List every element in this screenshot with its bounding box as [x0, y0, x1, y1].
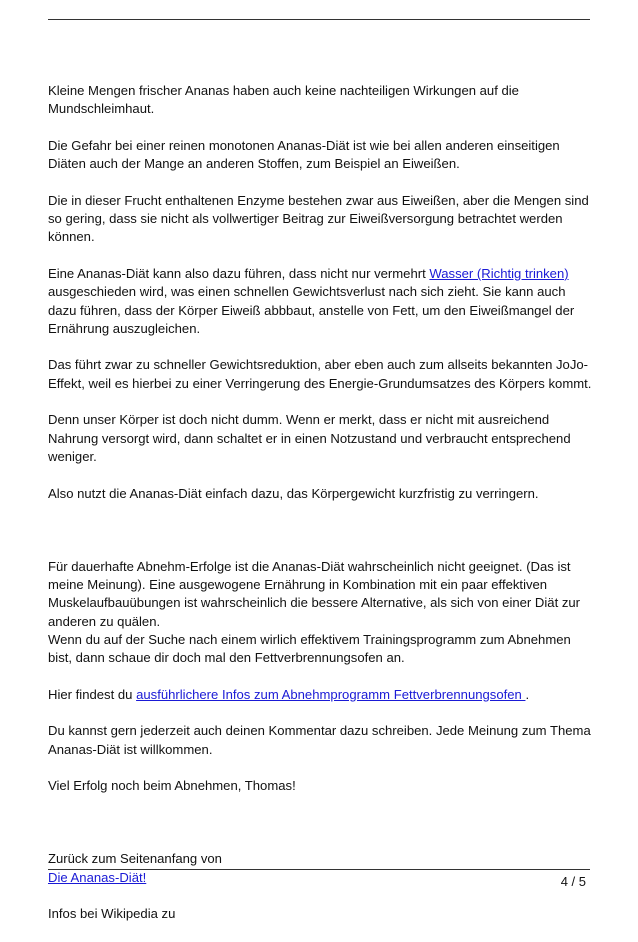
- footer-rule: [48, 869, 590, 870]
- spacer: [48, 814, 593, 851]
- paragraph-enzyme: Die in dieser Frucht enthaltenen Enzyme bestehen zwar aus Eiweißen, aber die Mengen sind so gering, dass sie nicht als vollwertiger Beitrag zur Eiweißversorgung betrachtet werden können.: [48, 192, 589, 245]
- paragraph-kommentar: Du kannst gern jederzeit auch deinen Kommentar dazu schreiben. Jede Meinung zum Thema Ananas-Diät ist willkommen.: [48, 723, 591, 757]
- paragraph-gefahr: Die Gefahr bei einer reinen monotonen Ananas-Diät ist wie bei allen anderen einseitigen Diäten auch der Mange an anderen Stoffen, zum Beispiel an Eiweißen.: [48, 137, 560, 172]
- paragraph-notzustand: Denn unser Körper ist doch nicht dumm. Wenn er merkt, dass er nicht mit ausreichend Nahrung versorgt wird, dann schaltet er in einen Notzustand und verbraucht entsprechend weniger.: [48, 412, 571, 464]
- paragraph-jojo: Das führt zwar zu schneller Gewichtsreduktion, aber eben auch zum allseits bekannten JoJo-Effekt, weil es hierbei zu einer Verringerung des Energie-Grundumsatzes des Körpers kommt.: [48, 357, 592, 391]
- paragraph-wasser-text-before: Eine Ananas-Diät kann also dazu führen, dass nicht nur vermehrt: [48, 265, 430, 281]
- paragraph-infos-text-after: .: [525, 686, 530, 702]
- paragraph-zurueck-text: Zurück zum Seitenanfang von: [48, 851, 222, 867]
- document-body: [48, 82, 593, 942]
- paragraph-dauerhaft: Für dauerhafte Abnehm-Erfolge ist die Ananas-Diät wahrscheinlich nicht geeignet. (Das ist meine Meinung). Eine ausgewogene Ernährung in Kombination mit ein paar effektiven Muskelaufbauübungen ist wahrscheinlich die bessere Alternative, als sich von einer Diät zur anderen zu quälen.: [48, 558, 581, 629]
- paragraph-infos: [48, 686, 593, 704]
- paragraph-trainingsprogramm: Wenn du auf der Suche nach einem wirlich effektivem Trainingsprogramm zum Abnehmen bist, dann schaue dir doch mal den Fettverbrennungsofen an.: [48, 631, 571, 666]
- paragraph-kurzfristig: Also nutzt die Ananas-Diät einfach dazu, das Körpergewicht kurzfristig zu verringern.: [48, 485, 539, 501]
- ananas-diaet-link[interactable]: Die Ananas-Diät!: [48, 869, 147, 885]
- wasser-link[interactable]: Wasser (Richtig trinken): [429, 265, 569, 281]
- paragraph-infos-text-before: Hier findest du: [48, 686, 137, 702]
- paragraph-gruss: Viel Erfolg noch beim Abnehmen, Thomas!: [48, 778, 296, 794]
- header-rule: [48, 19, 590, 20]
- paragraph-wasser: [48, 265, 593, 338]
- paragraph-wasser-text-after: ausgeschieden wird, was einen schnellen Gewichtsverlust nach sich zieht. Sie kann auch dazu führen, dass der Körper Eiweiß abbbaut, anstelle von Fett, um den Eiweißmangel der Ernährung auszugleichen.: [48, 284, 575, 336]
- paragraph-mundschleimhaut: Kleine Mengen frischer Ananas haben auch keine nachteiligen Wirkungen auf die Mundschleimhaut.: [48, 83, 519, 117]
- page-number: 4 / 5: [560, 874, 586, 889]
- paragraph-wikipedia: Infos bei Wikipedia zu: [48, 906, 176, 922]
- fettverbrennungsofen-link[interactable]: ausführlichere Infos zum Abnehmprogramm Fettverbrennungsofen: [136, 686, 526, 702]
- spacer: [48, 521, 593, 558]
